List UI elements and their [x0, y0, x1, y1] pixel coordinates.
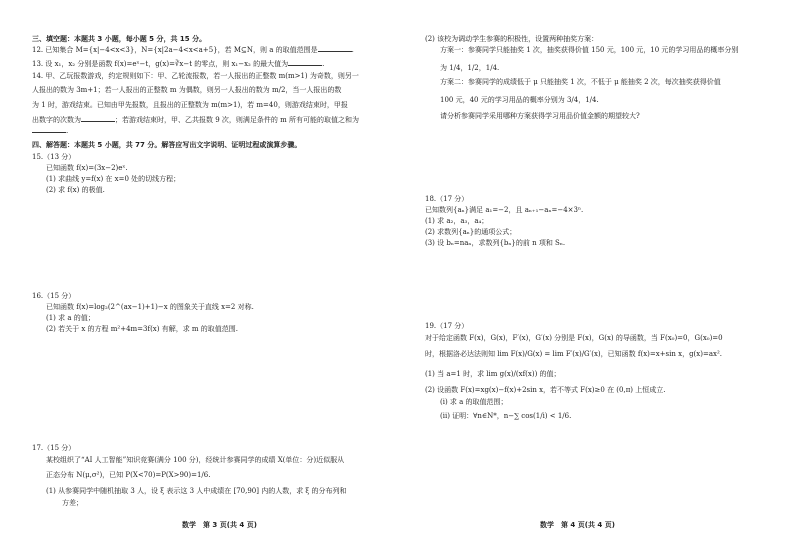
answer-blank — [318, 45, 352, 52]
page-footer: 数学 第 4 页(共 4 页) — [540, 521, 615, 529]
plan-1-line-2: 为 1/4，1/2，1/4. — [440, 64, 500, 72]
question-17-line-1: 某校组织了“AI 人工智能”知识竞赛(满分 100 分)，经统计参赛同学的成绩 X(单位：分)近似服从 — [46, 456, 345, 464]
question-17-part-1: (1) 从参赛同学中随机抽取 3 人，设 ξ 表示这 3 人中成绩在 [70,90] 内的人数，求 ξ 的分布列和 — [46, 487, 347, 495]
page-4 — [400, 0, 800, 551]
question-17-part-1-cont: 方差； — [62, 499, 83, 507]
question-14-text-b: ；若游戏结束时，甲、乙共报数 9 次，则满足条件的 m 所有可能的取值之和为 — [115, 116, 359, 124]
question-15-stem: 已知函数 f(x)=(3x−2)eˣ. — [46, 164, 128, 172]
question-18-stem: 已知数列{aₙ}满足 a₁=−2，且 aₙ₊₁−aₙ=−4×3ⁿ. — [425, 206, 584, 214]
question-15-label: 15.（13 分） — [32, 153, 76, 161]
question-14-line-3: 为 1 时，游戏结束。已知由甲先报数，且报出的正整数为 m(m>1)，若 m=40，则游戏结束时，甲报 — [32, 101, 348, 109]
question-15-part-2: (2) 求 f(x) 的极值. — [46, 186, 105, 194]
question-18-part-2: (2) 求数列{aₙ}的通项公式； — [425, 228, 517, 236]
question-16-label: 16.（15 分） — [32, 292, 76, 300]
question-18-label: 18.（17 分） — [425, 195, 469, 203]
plan-2-line-2: 100 元，40 元的学习用品的概率分别为 3/4，1/4. — [440, 96, 599, 104]
answer-blank — [32, 126, 66, 133]
question-14-text-a: 出数字的次数为 — [32, 116, 81, 124]
question-14-line-2: 人报出的数为 3m+1；若一人报出的正整数 m 为偶数，则另一人报出的数为 m/2，当一人报出的数 — [32, 86, 342, 94]
question-17-part-2: (2) 该校为调动学生参赛的积极性，设置两种抽奖方案： — [425, 35, 599, 43]
question-16-part-1: (1) 求 a 的值； — [46, 314, 95, 322]
question-14-line-5: . — [32, 126, 68, 136]
question-17-label: 17.（15 分） — [32, 444, 76, 452]
question-16-part-2: (2) 若关于 x 的方程 m²+4m=3f(x) 有解，求 m 的取值范围. — [46, 325, 239, 333]
question-17-line-2: 正态分布 N(μ,σ²)，已知 P(X<70)=P(X>90)=1/6. — [46, 471, 211, 479]
question-19-line-1: 对于给定函数 F(x)，G(x)，F′(x)，G′(x) 分别是 F(x)，G(x) 的导函数，当 F(x₀)=0，G(x₀)=0 — [425, 334, 723, 342]
question-18-part-3: (3) 设 bₙ=naₙ，求数列{bₙ}的前 n 项和 Sₙ. — [425, 239, 566, 247]
question-18-part-1: (1) 求 a₂，a₃，a₄； — [425, 217, 489, 225]
question-19-part-2: (2) 设函数 F(x)=xg(x)−f(x)+2sin x，若不等式 F(x)≥0 在 (0,π) 上恒成立. — [425, 386, 666, 394]
question-15-part-1: (1) 求曲线 y=f(x) 在 x=0 处的切线方程； — [46, 175, 181, 183]
plan-1-line-1: 方案一：参赛同学只能抽奖 1 次，抽奖获得价值 150 元，100 元，10 元的学习用品的概率分别 — [440, 46, 739, 54]
plan-2-line-1: 方案二：参赛同学的成绩低于 μ 只能抽奖 1 次，不低于 μ 能抽奖 2 次，每次抽奖获得价值 — [440, 78, 721, 86]
question-12-text: 12. 已知集合 M={x|−4<x<3}，N={x|2a−4<x<a+5}，若 M⊆N，则 a 的取值范围是 — [32, 46, 318, 54]
question-19-part-2-ii: (ii) 证明：∀n∈N*，n−∑ cos(1/i) < 1/6. — [440, 412, 572, 420]
answer-blank — [81, 115, 115, 122]
question-13: 13. 设 x₁，x₂ 分别是函数 f(x)=eˣ−t，g(x)=∛x−t 的零点，则 x₁−x₂ 的最大值为 . — [32, 60, 325, 68]
question-13-text: 13. 设 x₁，x₂ 分别是函数 f(x)=eˣ−t，g(x)=∛x−t 的零点，则 x₁−x₂ 的最大值为 — [32, 60, 289, 68]
answer-blank — [288, 59, 322, 66]
question-12: 12. 已知集合 M={x|−4<x<3}，N={x|2a−4<x<a+5}，若 M⊆N，则 a 的取值范围是 . — [32, 46, 354, 54]
question-14-line-1: 14. 甲、乙玩报数游戏，约定规则如下：甲、乙轮流报数，若一人报出的正整数 m(m>1) 为奇数，则另一 — [32, 72, 359, 80]
question-14-line-4 — [32, 115, 359, 125]
question-16-stem: 已知函数 f(x)=log₂(2^(ax−1)+1)−x 的图象关于直线 x=2 对称. — [46, 303, 254, 311]
question-19-line-2: 时，根据洛必达法则知 lim F(x)/G(x) = lim F′(x)/G′(x)，已知函数 f(x)=x+sin x，g(x)=ax². — [425, 350, 722, 358]
page-footer: 数学 第 3 页(共 4 页) — [182, 521, 257, 529]
section-4-header: 四、解答题：本题共 5 小题，共 77 分。解答应写出文字说明、证明过程或演算步骤。 — [32, 141, 302, 149]
question-19-part-2-i: (i) 求 a 的取值范围； — [440, 398, 508, 406]
question-19-part-1: (1) 当 a=1 时，求 lim g(x)/(xf(x)) 的值； — [425, 370, 561, 378]
section-3-header: 三、填空题：本题共 3 小题，每小题 5 分，共 15 分。 — [32, 35, 207, 43]
question-17-ask: 请分析参赛同学采用哪种方案获得学习用品价值金额的期望较大? — [440, 112, 640, 120]
question-19-label: 19.（17 分） — [425, 322, 469, 330]
